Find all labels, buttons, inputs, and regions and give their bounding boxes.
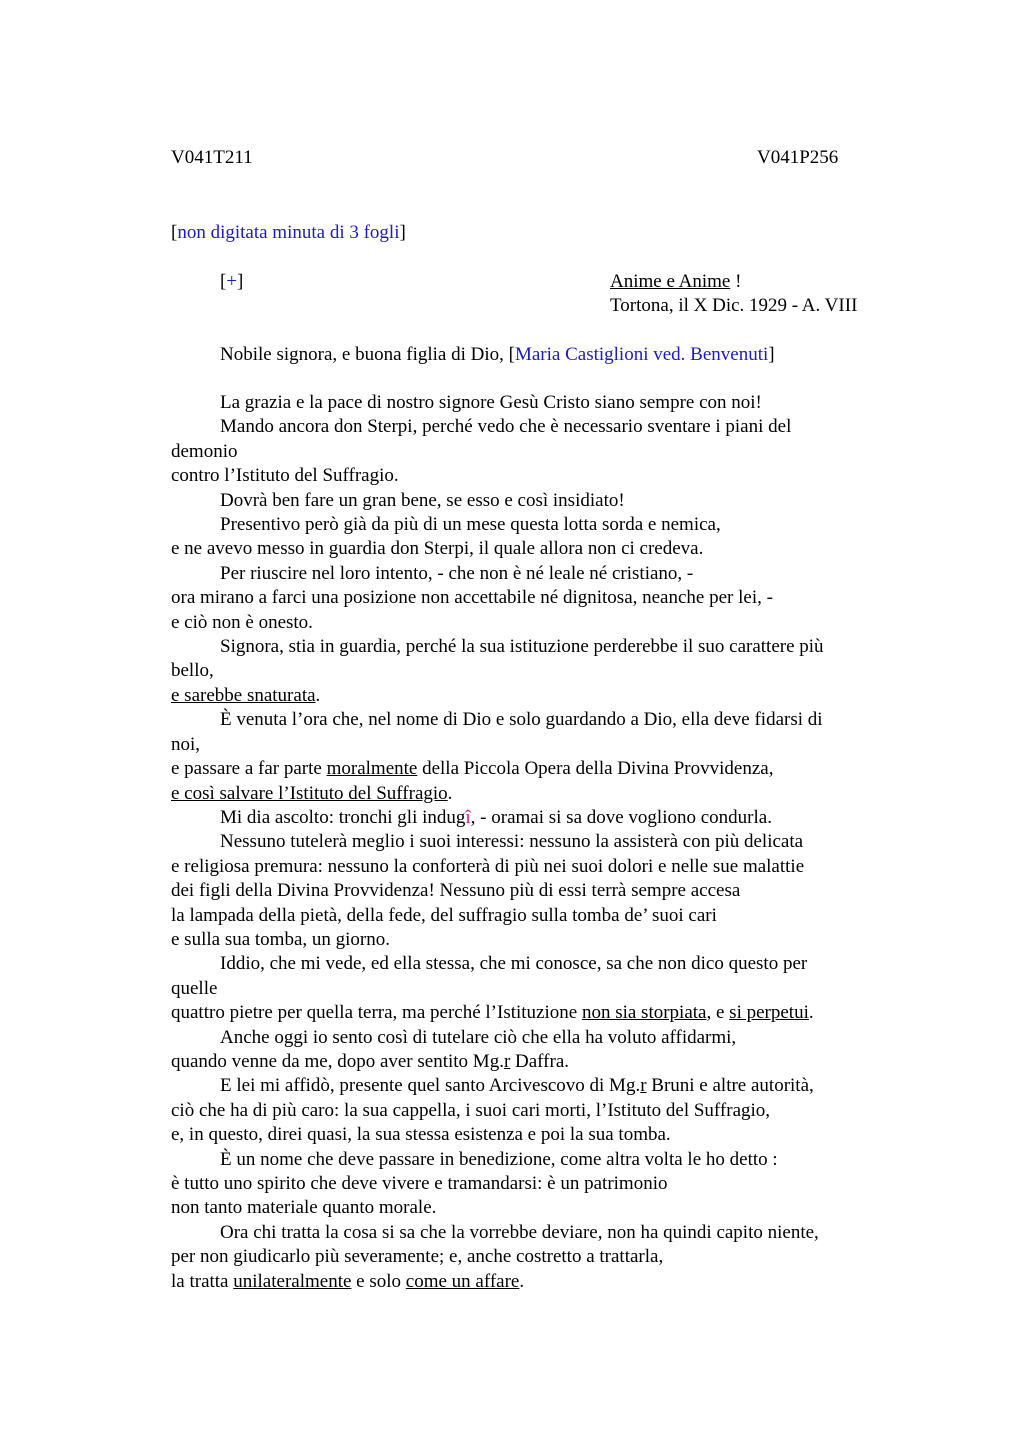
line-fragment: , e xyxy=(706,1002,730,1024)
body-line: Per riuscire nel loro intento, - che non è né leale né cristiano, - xyxy=(220,562,694,584)
body-line xyxy=(171,1001,891,1025)
body-line: contro l’Istituto del Suffragio. xyxy=(171,465,399,487)
body-line: Anche oggi io sento così di tutelare ciò che ella ha voluto affidarmi, xyxy=(220,1026,737,1048)
body-line: ciò che ha di più caro: la sua cappella, i suoi cari morti, l’Istituto del Suffragio, xyxy=(171,1099,771,1121)
place-date: Tortona, il X Dic. 1929 - A. VIII xyxy=(610,295,858,316)
line-fragment: e solo xyxy=(351,1270,406,1292)
body-line: demonio xyxy=(171,440,238,462)
line-fragment: quattro pietre per quella terra, ma perché l’Istituzione xyxy=(171,1002,582,1024)
header-right-code: V041P256 xyxy=(757,147,839,168)
body-line: noi, xyxy=(171,733,201,755)
body-line: Mando ancora don Sterpi, perché vedo che è necessario sventare i piani del xyxy=(220,416,792,438)
editorial-note xyxy=(171,221,406,245)
line-fragment: , - oramai si sa dove vogliono condurla. xyxy=(470,806,772,828)
underlined-phrase: moralmente xyxy=(326,758,418,780)
title-underlined: Anime e Anime xyxy=(610,271,731,292)
underlined-phrase: e così salvare l’Istituto del Suffragio xyxy=(171,782,448,804)
underlined-letter: r xyxy=(640,1075,647,1097)
note-open-bracket: [ xyxy=(171,222,178,243)
salutation xyxy=(220,343,775,367)
body-line xyxy=(171,1074,891,1098)
body-line: non tanto materiale quanto morale. xyxy=(171,1197,437,1219)
highlighted-char: î xyxy=(465,806,471,828)
body-line: per non giudicarlo più severamente; e, anche costretto a trattarla, xyxy=(171,1246,664,1268)
body-line xyxy=(171,757,891,781)
letter-body xyxy=(171,391,891,1294)
underlined-phrase: e sarebbe snaturata xyxy=(171,684,316,706)
body-line: Presentivo però già da più di un mese questa lotta sorda e nemica, xyxy=(220,514,721,536)
line-fragment: Mi dia ascolto: tronchi gli indug xyxy=(220,806,466,828)
body-line: È venuta l’ora che, nel nome di Dio e solo guardando a Dio, ella deve fidarsi di xyxy=(220,709,823,731)
body-line: Dovrà ben fare un gran bene, se esso e così insidiato! xyxy=(220,489,625,511)
body-line: Signora, stia in guardia, perché la sua istituzione perderebbe il suo carattere più xyxy=(220,636,824,658)
body-line: È un nome che deve passare in benedizione, come altra volta le ho detto : xyxy=(220,1148,778,1170)
salutation-close: ] xyxy=(768,344,775,365)
body-line: e religiosa premura: nessuno la conforterà di più nei suoi dolori e nelle sue malattie xyxy=(171,855,805,877)
note-close-bracket: ] xyxy=(399,222,406,243)
body-line: ora mirano a farci una posizione non accettabile né dignitosa, neanche per lei, - xyxy=(171,587,773,609)
line-fragment: e passare a far parte xyxy=(171,758,327,780)
line-fragment: . xyxy=(808,1002,814,1024)
line-fragment: Daffra. xyxy=(510,1050,570,1072)
cross-open-bracket: [ xyxy=(220,271,227,292)
body-line: e sulla sua tomba, un giorno. xyxy=(171,928,390,950)
body-line xyxy=(171,782,891,806)
title-suffix: ! xyxy=(730,271,742,292)
body-line: dei figli della Divina Provvidenza! Nessuno più di essi terrà sempre accesa xyxy=(171,880,741,902)
underlined-phrase: come un affare xyxy=(405,1270,520,1292)
note-text: non digitata minuta di 3 fogli xyxy=(177,222,400,243)
body-line: la lampada della pietà, della fede, del suffragio sulla tomba de’ suoi cari xyxy=(171,904,717,926)
recipient-name: Maria Castiglioni ved. Benvenuti xyxy=(514,344,769,365)
body-line xyxy=(171,684,891,708)
line-fragment: della Piccola Opera della Divina Provvidenza, xyxy=(417,758,774,780)
header-left-code: V041T211 xyxy=(171,147,253,168)
body-line: è tutto uno spirito che deve vivere e tramandarsi: è un patrimonio xyxy=(171,1173,668,1194)
cross-close-bracket: ] xyxy=(237,271,244,292)
line-fragment: la tratta xyxy=(171,1270,234,1292)
line-fragment: . xyxy=(519,1270,525,1292)
body-line: e ne avevo messo in guardia don Sterpi, il quale allora non ci credeva. xyxy=(171,538,704,560)
body-line: e ciò non è onesto. xyxy=(171,611,313,633)
body-line: quelle xyxy=(171,977,218,999)
body-line: La grazia e la pace di nostro signore Gesù Cristo siano sempre con noi! xyxy=(220,392,762,413)
body-line xyxy=(171,1050,891,1074)
body-line: Iddio, che mi vede, ed ella stessa, che mi conosce, sa che non dico questo per xyxy=(220,953,808,975)
letter-title xyxy=(610,270,741,294)
cross-symbol: + xyxy=(226,271,238,292)
body-line: Ora chi tratta la cosa si sa che la vorrebbe deviare, non ha quindi capito niente, xyxy=(220,1221,819,1243)
body-line xyxy=(171,1270,891,1294)
line-fragment: Bruni e altre autorità, xyxy=(646,1075,814,1097)
body-line: Nessuno tutelerà meglio i suoi interessi: nessuno la assisterà con più delicata xyxy=(220,831,804,853)
body-line xyxy=(171,806,891,830)
underlined-phrase: unilateralmente xyxy=(233,1270,352,1292)
body-line: bello, xyxy=(171,660,214,682)
line-fragment: E lei mi affidò, presente quel santo Arcivescovo di Mg. xyxy=(220,1075,641,1097)
salutation-text: Nobile signora, e buona figlia di Dio, [ xyxy=(220,344,515,365)
line-fragment: quando venne da me, dopo aver sentito Mg. xyxy=(171,1050,504,1072)
underlined-phrase: non sia storpiata xyxy=(581,1002,707,1024)
line-fragment: . xyxy=(315,684,321,706)
underlined-letter: r xyxy=(503,1050,511,1072)
cross-mark xyxy=(220,270,243,294)
body-line: e, in questo, direi quasi, la sua stessa esistenza e poi la sua tomba. xyxy=(171,1124,671,1146)
line-fragment: . xyxy=(447,782,453,804)
underlined-phrase: si perpetui xyxy=(729,1002,809,1024)
